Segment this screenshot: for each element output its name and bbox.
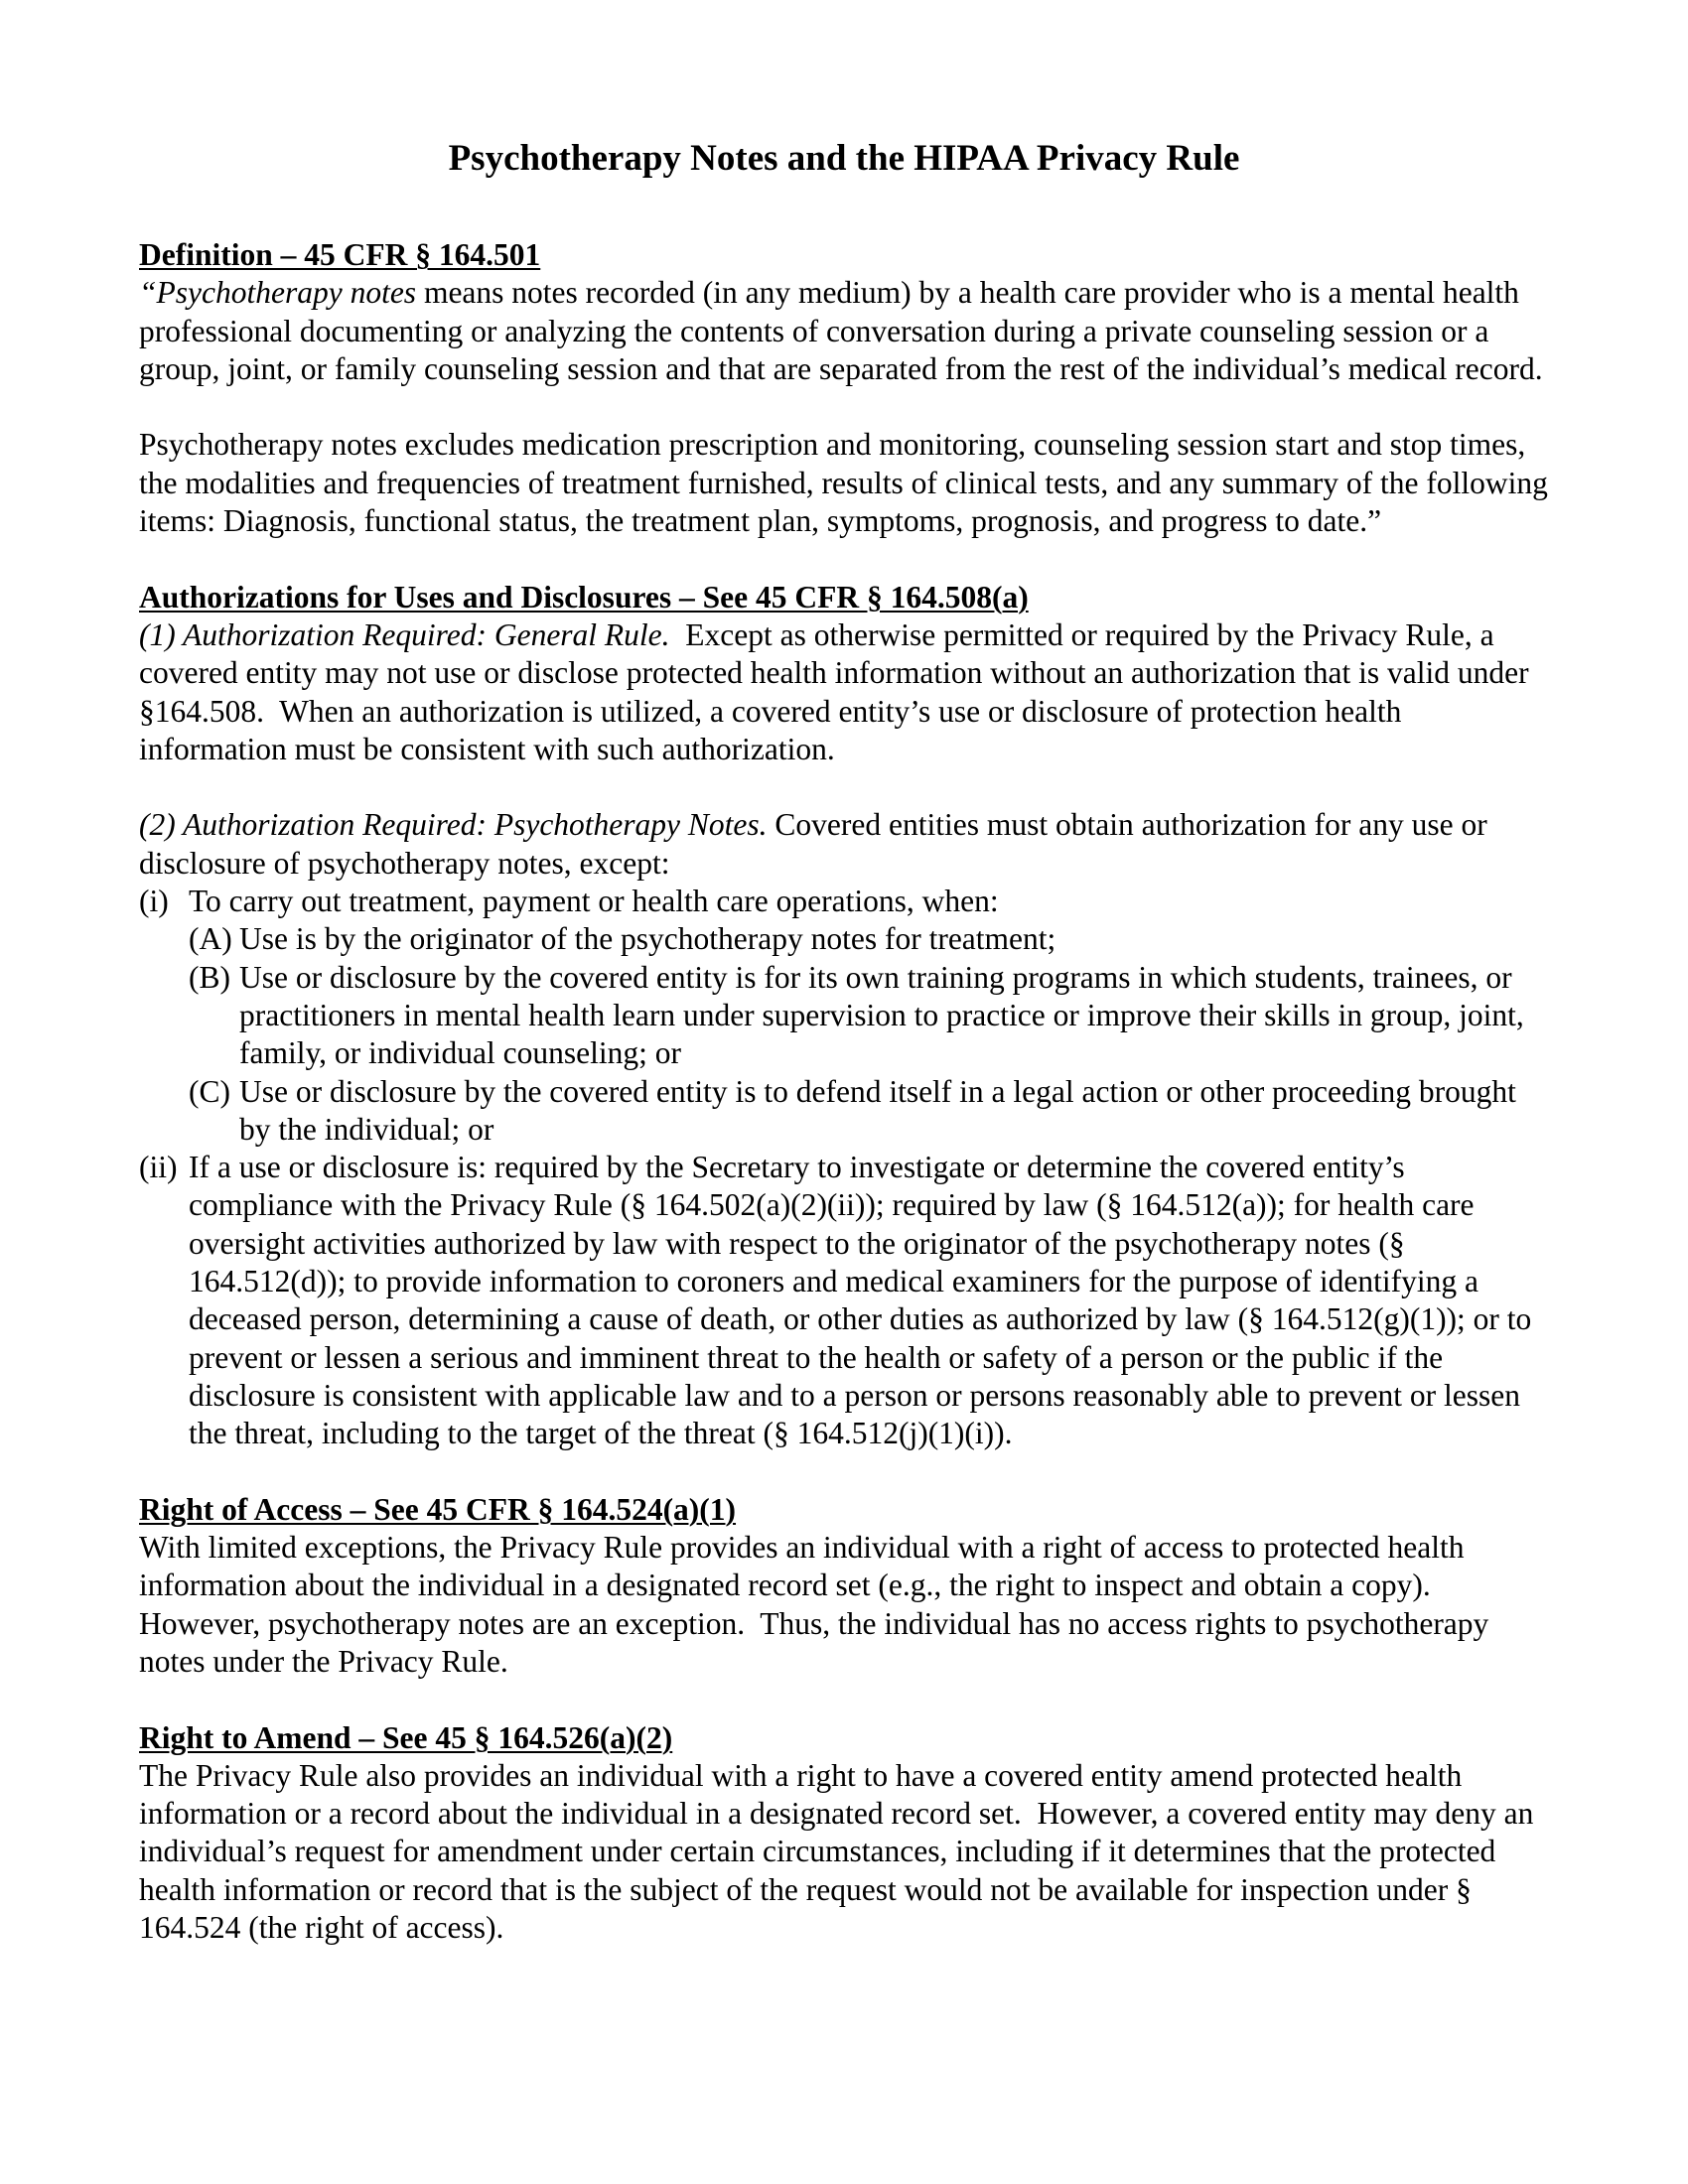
general-rule-text: Except as otherwise permitted or required by the Privacy Rule, a covered entity may not use or disclose protected health information without an authorization that is valid under §164.508. When an authorization is utilized, a covered entity’s use or disclosure of protection health information must be consistent with such authorization. (139, 616, 1537, 766)
access-paragraph: With limited exceptions, the Privacy Rule provides an individual with a right of access to protected health information about the individual in a designated record set (e.g., the right to inspect and obtain a copy). However, psychotherapy notes are an exception. Thus, the individual has no access rights to psychotherapy notes under the Privacy Rule. (139, 1530, 1497, 1679)
sub-list-item-text: Use or disclosure by the covered entity is to defend itself in a legal action or other proceeding brought by the individual; or (239, 1073, 1516, 1147)
document-title: Psychotherapy Notes and the HIPAA Privacy Rule (448, 138, 1240, 179)
list-item-label: (ii) (139, 1150, 178, 1185)
sub-list-item-label: (A) (189, 921, 232, 957)
general-rule-lead: (1) Authorization Required: General Rule. (139, 616, 670, 652)
authorizations-heading: Authorizations for Uses and Disclosures – See 45 CFR § 164.508(a) (139, 579, 1029, 614)
list-item-text: If a use or disclosure is: required by the Secretary to investigate or determine the covered entity’s compliance with the Privacy Rule (§ 164.502(a)(2)(ii)); required by law (§ 164.512(a)); for health care oversight activities authorized by law with respect to the originator of the psychotherapy notes (§ 164.512(d)); to provide information to coroners and medical examiners for the purpose of identifying a deceased person, determining a cause of death, or other duties as authorized by law (§ 164.512(g)(1)); or to prevent or lessen a serious and imminent threat to the health or safety of a person or the public if the disclosure is consistent with applicable law and to a person or persons reasonably able to prevent or lessen the threat, including to the target of the threat (§ 164.512(j)(1)(i)). (189, 1150, 1532, 1451)
section-right-of-access (139, 1491, 1549, 1681)
sub-list-item-text: Use or disclosure by the covered entity is for its own training programs in which students, trainees, or practitioners in mental health learn under supervision to practice or improve their skills in group, joint, family, or individual counseling; or (239, 959, 1524, 1071)
list-item (139, 883, 1549, 920)
sub-list-item (189, 1073, 1549, 1150)
sub-list-item (189, 920, 1549, 958)
sub-list-item-label: (B) (189, 959, 230, 995)
definition-paragraph-2: Psychotherapy notes excludes medication prescription and monitoring, counseling session start and stop times, the modalities and frequencies of treatment furnished, results of clinical tests, and any summary of the following items: Diagnosis, functional status, the treatment plan, symptoms, prognosis, and progress to date.” (139, 427, 1548, 539)
section-right-to-amend (139, 1719, 1549, 1948)
sub-list-item-text: Use is by the originator of the psychotherapy notes for treatment; (239, 921, 1056, 957)
sub-list-item-label: (C) (189, 1073, 230, 1109)
psychotherapy-notes-text: Covered entities must obtain authorization for any use or disclosure of psychotherapy notes, except: (139, 807, 1487, 881)
amend-heading: Right to Amend – See 45 § 164.526(a)(2) (139, 1719, 673, 1755)
sub-list-item (189, 959, 1549, 1073)
exceptions-list (139, 883, 1549, 1452)
access-heading: Right of Access – See 45 CFR § 164.524(a)(1) (139, 1491, 737, 1527)
list-item-text: To carry out treatment, payment or health care operations, when: (189, 884, 999, 919)
document-page (139, 137, 1549, 1947)
definition-paragraph-1 (139, 274, 1549, 388)
list-item-label: (i) (139, 884, 169, 919)
definition-heading: Definition – 45 CFR § 164.501 (139, 237, 541, 272)
psychotherapy-notes-lead: (2) Authorization Required: Psychotherapy Notes. (139, 807, 768, 843)
amend-paragraph: The Privacy Rule also provides an individual with a right to have a covered entity amend protected health information or a record about the individual in a designated record set. However, a covered entity may deny an individual’s request for amendment under certain circumstances, including if it determines that the protected health information or record that is the subject of the request would not be available for inspection under § 164.524 (the right of access). (139, 1757, 1542, 1946)
sub-list (189, 920, 1549, 1149)
list-item (139, 1149, 1549, 1452)
authorizations-paragraph-2 (139, 806, 1549, 883)
definition-term: “Psychotherapy notes (139, 275, 417, 311)
section-authorizations (139, 579, 1549, 1453)
authorizations-paragraph-1 (139, 616, 1549, 768)
section-definition (139, 236, 1549, 540)
definition-text: means notes recorded (in any medium) by a health care provider who is a mental health professional documenting or analyzing the contents of conversation during a private counseling session or a group, joint, or family counseling session and that are separated from the rest of the individual’s medical record. (139, 275, 1543, 386)
